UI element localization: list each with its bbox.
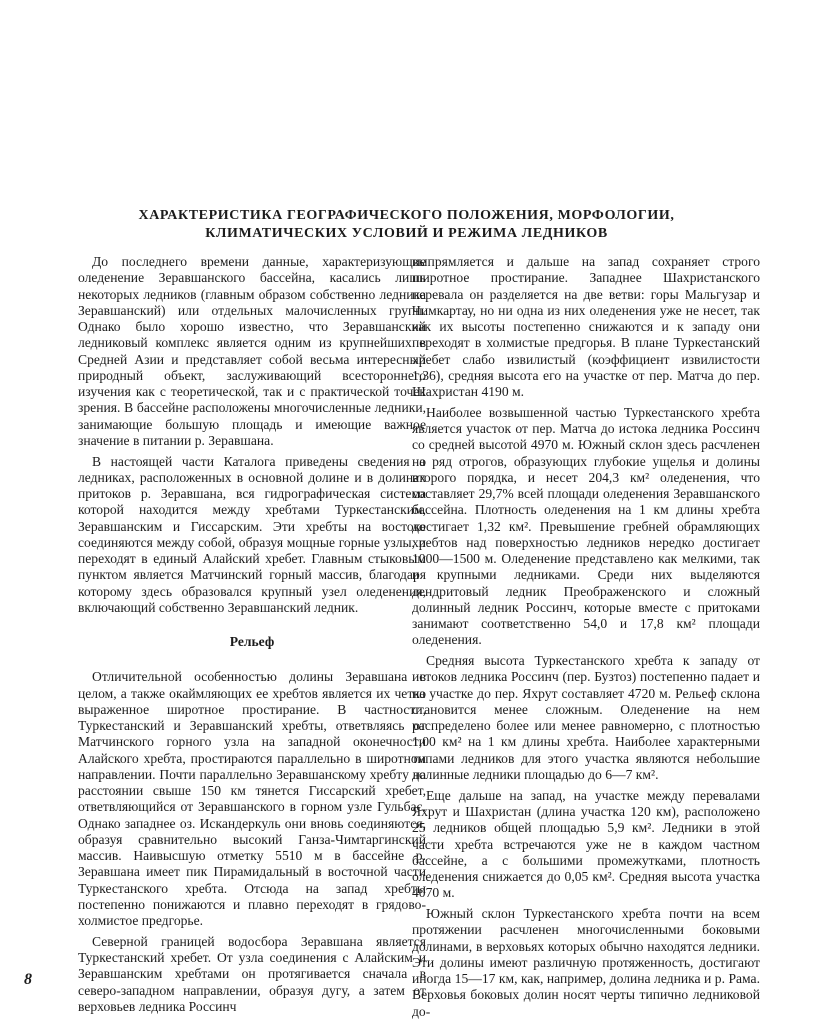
paragraph-continued: выпрямляется и дальше на запад сохраняет строго широтное простирание. Западнее Шахристанского перевала он разделяется на две ветви: горы Мальгузар и Чимкартау, но ни одна из них оледенения уже не несет, так как их высоты постепенно снижаются и к западу они переходят в холмистые предгорья. В плане Туркестанский хребет слабо извилистый (коэффициент извилистости 1,36), средняя высота его на участке от пер. Матча до пер. Шахристан 4190 м. xyxy=(412,254,760,399)
section-heading-relief: Рельеф xyxy=(229,634,275,650)
paragraph: В настоящей части Каталога приведены сведения о ледниках, расположенных в основной долине и в долинах притоков р. Зеравшана, вся гидрографическая система которой находится между хребтами Туркестанским, Зеравшанским и Гиссарским. Эти хребты на востоке соединяются между собой, образуя мощные горные узлы, и переходят в единый Алайский хребет. Главным стыковым пунктом является Матчинский горный массив, благодаря которому здесь образовался крупный узел оледенения, включающий собственно Зеравшанский ледник. xyxy=(78,453,426,615)
paragraph: Отличительной особенностью долины Зеравшана в целом, а также окаймляющих ее хребтов является их четко выраженное широтное простирание. В частности, Туркестанский и Зеравшанский хребты, ответвляясь от Матчинского горного узла на западной оконечности Алайского хребта, простираются параллельно в широтном направлении. Почти параллельно Зеравшанскому хребту на расстоянии свыше 150 км тянется Гиссарский хребет, ответвляющийся от Зеравшанского в горном узле Гульбас. Однако западнее оз. Искандеркуль они вновь соединяются, образуя сравнительно высокий Ганза-Чимтаргинский массив. Наивысшую отметку 5510 м в бассейне р. Зеравшана имеет пик Пирамидальный в восточной части Туркестанского хребта. Отсюда на запад хребты постепенно понижаются и плавно переходят в грядово-холмистое предгорье. xyxy=(78,669,426,929)
paragraph: Средняя высота Туркестанского хребта к западу от истоков ледника Россинч (пер. Бузтоз) постепенно падает и на участке до пер. Яхрут составляет 4720 м. Рельеф склона становится менее сложным. Оледенение на нем распределено более или менее равномерно, с плотностью 1,00 км² на 1 км длины хребта. Наиболее характерными типами ледников для этого участка являются небольшие долинные ледники площадью до 6—7 км². xyxy=(412,653,760,782)
paragraph: Северной границей водосбора Зеравшана является Туркестанский хребет. От узла соединения с Алайским и Зеравшанским хребтами он протягивается сначала в северо-западном направлении, образуя дугу, а затем от верховьев ледника Россинч xyxy=(78,933,426,1014)
title-line-1: ХАРАКТЕРИСТИКА ГЕОГРАФИЧЕСКОГО ПОЛОЖЕНИЯ, МОРФОЛОГИИ, xyxy=(138,208,675,223)
paragraph: Еще дальше на запад, на участке между перевалами Яхрут и Шахристан (длина участка 120 км), расположено 25 ледников общей площадью 5,9 км². Ледники в этой части хребта встречаются уже не в каждом частном бассейне, а с большими промежутками, плотность оледенения снижается до 0,05 км². Средняя высота участка 4070 м. xyxy=(412,787,760,901)
right-column xyxy=(412,254,760,1024)
left-column xyxy=(78,254,426,1020)
paragraph: До последнего времени данные, характеризующие оледенение Зеравшанского бассейна, касались лишь некоторых ледников (главным образом собственно ледника Зеравшанский) или отдельных малочисленных групп. Однако было хорошо известно, что Зеравшанский ледниковый комплекс является одним из крупнейших в Средней Азии и представляет собой весьма интересный природный объект, заслуживающий всестороннего изучения как с теоретической, так и с практической точек зрения. В бассейне расположены многочисленные ледники, занимающие большую площадь и имеющие важное значение в питании р. Зеравшана. xyxy=(78,254,426,448)
title-line-2: КЛИМАТИЧЕСКИХ УСЛОВИЙ И РЕЖИМА ЛЕДНИКОВ xyxy=(205,226,608,241)
page-number: 8 xyxy=(24,971,32,988)
paragraph: Южный склон Туркестанского хребта почти на всем протяжении расчленен многочисленными боковыми долинами, в верховьях которых обычно находятся ледники. Эти долины имеют различную протяженность, достигают иногда 15—17 км, как, например, долина ледника и р. Рама. Верховья боковых долин носят черты типично ледниковой до- xyxy=(412,906,760,1019)
paragraph: Наиболее возвышенной частью Туркестанского хребта является участок от пер. Матча до истока ледника Россинч со средней высотой 4970 м. Южный склон здесь расчленен на ряд отрогов, образующих глубокие ущелья и долины второго порядка, и несет 204,3 км² оледенения, что составляет 29,7% всей площади оледенения Зеравшанского бассейна. Плотность оледенения на 1 км длины хребта достигает 1,32 км². Превышение гребней обрамляющих хребтов над поверхностью ледников нередко достигает 1000—1500 м. Оледенение представлено как мелкими, так и крупными ледниками. Среди них выделяются дендритовый ледник Преображенского и сложный долинный ледник Россинч, которые вместе с притоками занимают соответственно 54,0 и 17,8 км² площади оледенения. xyxy=(412,404,760,648)
page-title xyxy=(60,207,753,243)
